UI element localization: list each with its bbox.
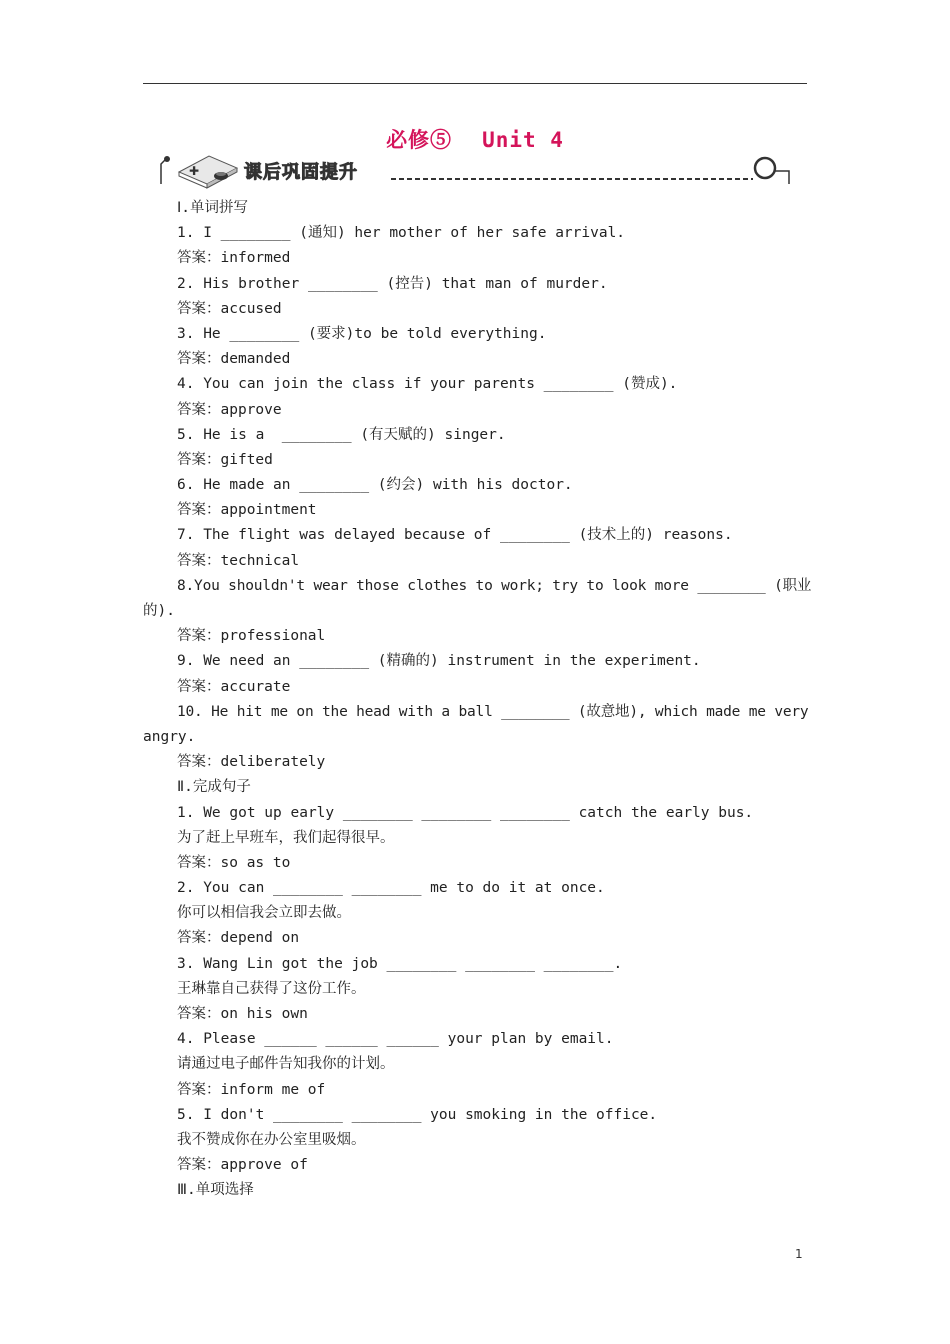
question: 8.You shouldn't wear those clothes to work; try to look more ________ (职业: [177, 577, 812, 594]
svg-text:✚: ✚: [189, 164, 200, 178]
question: 2. His brother ________ (控告) that man of murder.: [177, 275, 608, 292]
notebook-icon: [179, 156, 237, 188]
answer: 答案：demanded: [177, 351, 291, 368]
answer: 答案：deliberately: [177, 754, 326, 771]
translation: 为了赶上早班车，我们起得很早。: [177, 829, 395, 846]
question: 3. He ________ (要求)to be told everything.: [177, 325, 547, 342]
question: 5. I don't ________ ________ you smoking in the office.: [177, 1106, 658, 1123]
question: 10. He hit me on the head with a ball ________ (故意地), which made me very: [177, 703, 809, 720]
question: 1. I ________ (通知) her mother of her safe arrival.: [177, 225, 626, 242]
page-number: 1: [795, 1247, 803, 1261]
answer: 答案：depend on: [177, 930, 300, 947]
translation: 请通过电子邮件告知我你的计划。: [177, 1056, 395, 1073]
question: 2. You can ________ ________ me to do it at once.: [177, 880, 605, 897]
title-unit: Unit 4: [482, 128, 564, 152]
question: 3. Wang Lin got the job ________ ________ ________.: [177, 955, 623, 972]
answer: 答案：informed: [177, 250, 291, 267]
answer: 答案：so as to: [177, 854, 291, 871]
exercise-content: [143, 196, 812, 1204]
banner-title: 课后巩固提升: [244, 162, 358, 183]
question-continued: angry.: [143, 728, 196, 745]
answer: 答案：approve: [177, 401, 282, 418]
answer: 答案：approve of: [177, 1157, 308, 1174]
answer: 答案：gifted: [177, 451, 273, 468]
question: 9. We need an ________ (精确的) instrument in the experiment.: [177, 653, 701, 670]
question: 4. You can join the class if your parents ________ (赞成).: [177, 376, 678, 393]
answer: 答案：accused: [177, 300, 282, 317]
translation: 王琳靠自己获得了这份工作。: [177, 980, 366, 997]
question: 6. He made an ________ (约会) with his doctor.: [177, 477, 573, 494]
question: 5. He is a ________ (有天赋的) singer.: [177, 426, 506, 443]
question-continued: 的).: [143, 603, 175, 619]
translation: 我不赞成你在办公室里吸烟。: [177, 1131, 366, 1148]
answer: 答案：professional: [177, 628, 326, 645]
answer: 答案：on his own: [177, 1006, 308, 1022]
section-heading: Ⅱ.完成句子: [177, 779, 251, 796]
question: 7. The flight was delayed because of ________ (技术上的) reasons.: [177, 527, 733, 544]
coffee-cup-icon: [214, 172, 228, 180]
section-heading: Ⅰ.单词拼写: [177, 200, 249, 216]
answer: 答案：appointment: [177, 502, 317, 519]
section-heading: Ⅲ.单项选择: [177, 1182, 254, 1199]
question: 1. We got up early ________ ________ ________ catch the early bus.: [177, 804, 754, 821]
answer: 答案：accurate: [177, 678, 291, 695]
answer: 答案：technical: [177, 552, 300, 569]
title-book: 必修⑤: [386, 127, 453, 152]
answer: 答案：inform me of: [177, 1081, 326, 1098]
question: 4. Please ______ ______ ______ your plan by email.: [177, 1031, 614, 1048]
translation: 你可以相信我会立即去做。: [177, 905, 351, 922]
header-rule: [143, 83, 807, 84]
